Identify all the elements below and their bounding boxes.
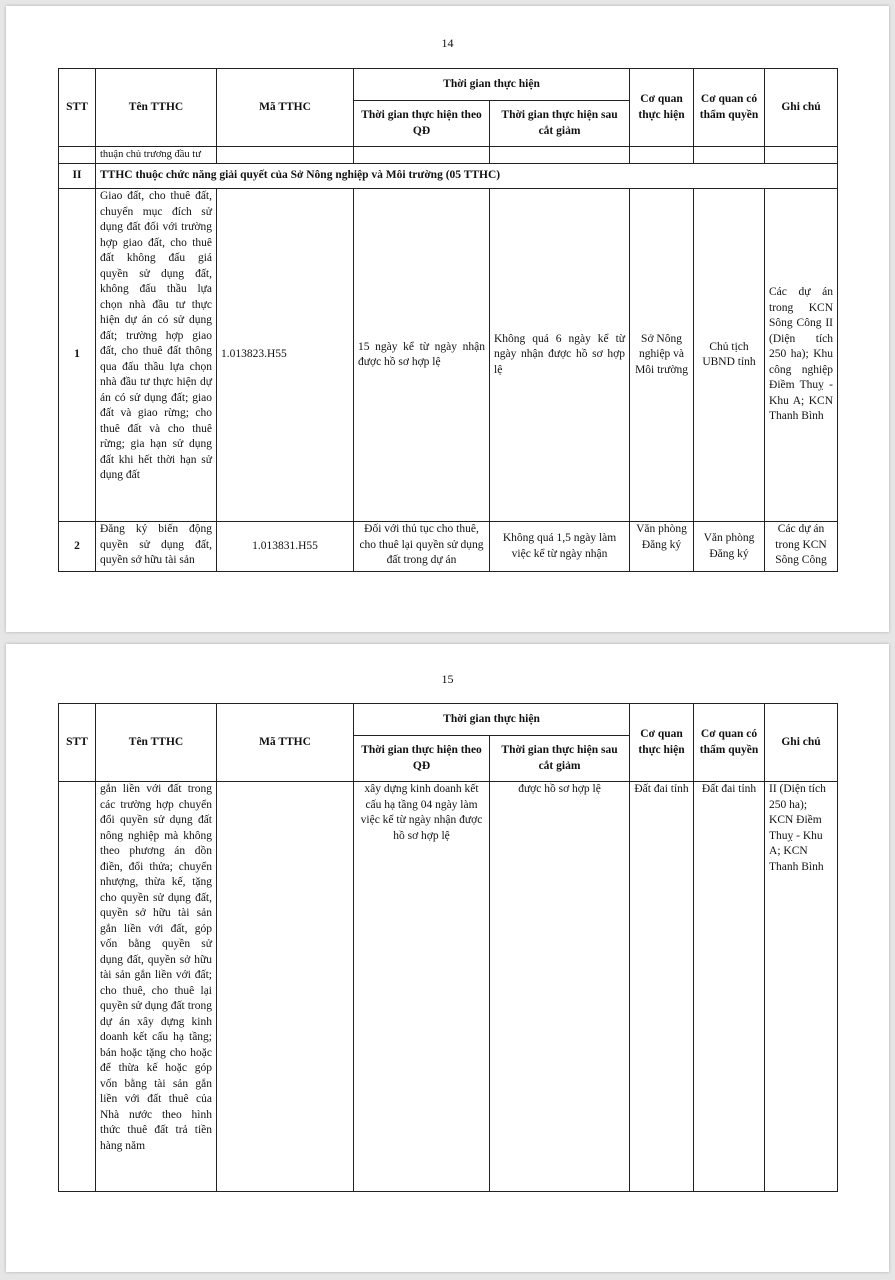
row-ten-tthc: gắn liền với đất trong các trường hợp chuyển đổi quyền sử dụng đất nông nghiệp mà không theo phương án dồn điền, đổi thửa; chuyển nhượng, thừa kế, tặng cho quyền sử dụng đất, quyền sở hữu tài sản gắn liền với đất, góp vốn bằng quyền sử dụng đất, quyền sở hữu tài sản gắn liền với đất; cho thuê, cho thuê lại quyền sử dụng đất trong dự án xây dựng kinh doanh kết cấu hạ tầng; bán hoặc tặng cho hoặc để thừa kế hoặc góp vốn bằng tài sản gắn liền với đất thuê của Nhà nước theo hình thức thuê đất trả tiền hàng năm	[96, 782, 217, 1192]
header-thoi-gian: Thời gian thực hiện	[354, 704, 630, 736]
row-ghi-chu: II (Diện tích 250 ha); KCN Điềm Thuỵ - Khu A; KCN Thanh Bình	[765, 782, 838, 1192]
row-theo-qd: Đối với thủ tục cho thuê, cho thuê lại quyền sử dụng đất trong dự án	[354, 522, 490, 572]
header-stt: STT	[59, 69, 96, 147]
document-page-14	[6, 6, 889, 632]
header-co-quan-tham-quyen: Cơ quan có thẩm quyền	[694, 69, 765, 147]
procedure-table	[58, 703, 838, 1192]
header-ghi-chu: Ghi chú	[765, 69, 838, 147]
row-ten-tthc: Giao đất, cho thuê đất, chuyển mục đích sử dụng đất đối với trường hợp giao đất, cho thuê đất không đấu giá quyền sử dụng đất, không đấu thầu lựa chọn nhà đầu tư thực hiện dự án có sử dụng đất; trường hợp giao đất, cho thuê đất thông qua đấu thầu lựa chọn nhà đầu tư thực hiện dự án có sử dụng đất; giao đất và giao rừng; cho thuê đất và cho thuê rừng; gia hạn sử dụng đất khi hết thời hạn sử dụng đất	[96, 189, 217, 522]
row-co-quan-tham-quyen: Chủ tịch UBND tỉnh	[694, 189, 765, 522]
row-stt: 1	[59, 189, 96, 522]
header-co-quan-thuc-hien: Cơ quan thực hiện	[630, 704, 694, 782]
row-ghi-chu: Các dự án trong KCN Sông Công	[765, 522, 838, 572]
header-sau-cat-giam: Thời gian thực hiện sau cắt giảm	[490, 101, 630, 147]
row-co-quan-thuc-hien: Sở Nông nghiệp và Môi trường	[630, 189, 694, 522]
row-stt: 2	[59, 522, 96, 572]
procedure-table	[58, 68, 838, 572]
row-co-quan-thuc-hien: Văn phòng Đăng ký	[630, 522, 694, 572]
row-co-quan-tham-quyen: Văn phòng Đăng ký	[694, 522, 765, 572]
header-co-quan-tham-quyen: Cơ quan có thẩm quyền	[694, 704, 765, 782]
row-co-quan-thuc-hien: Đất đai tỉnh	[630, 782, 694, 1192]
row-co-quan-tham-quyen: Đất đai tỉnh	[694, 782, 765, 1192]
header-theo-qd: Thời gian thực hiện theo QĐ	[354, 101, 490, 147]
document-page-15	[6, 644, 889, 1272]
row-theo-qd: 15 ngày kể từ ngày nhận được hồ sơ hợp lệ	[354, 189, 490, 522]
header-stt: STT	[59, 704, 96, 782]
header-theo-qd: Thời gian thực hiện theo QĐ	[354, 736, 490, 782]
page-number: 14	[441, 36, 454, 50]
section-title: TTHC thuộc chức năng giải quyết của Sở Nông nghiệp và Môi trường (05 TTHC)	[96, 164, 838, 189]
header-ma-tthc: Mã TTHC	[217, 69, 354, 147]
header-thoi-gian: Thời gian thực hiện	[354, 69, 630, 101]
header-ten-tthc: Tên TTHC	[96, 69, 217, 147]
page-number: 15	[441, 672, 454, 686]
section-id: II	[59, 164, 96, 189]
row-theo-qd: xây dựng kinh doanh kết cấu hạ tầng 04 ngày làm việc kể từ ngày nhận được hồ sơ hợp lệ	[354, 782, 490, 1192]
row-ma-tthc: 1.013831.H55	[217, 522, 354, 572]
row-sau-cat-giam: Không quá 6 ngày kể từ ngày nhận được hồ sơ hợp lệ	[490, 189, 630, 522]
row-sau-cat-giam: Không quá 1,5 ngày làm việc kể từ ngày nhận	[490, 522, 630, 572]
row-sau-cat-giam: được hồ sơ hợp lệ	[490, 782, 630, 1192]
header-ma-tthc: Mã TTHC	[217, 704, 354, 782]
row-ma-tthc: 1.013823.H55	[217, 189, 354, 522]
header-ten-tthc: Tên TTHC	[96, 704, 217, 782]
carry-over-text: thuận chủ trương đầu tư	[96, 147, 217, 164]
header-co-quan-thuc-hien: Cơ quan thực hiện	[630, 69, 694, 147]
header-sau-cat-giam: Thời gian thực hiện sau cắt giảm	[490, 736, 630, 782]
row-ghi-chu: Các dự án trong KCN Sông Công II (Diện tích 250 ha); Khu công nghiệp Điềm Thuỵ - Khu A; KCN Thanh Bình	[765, 189, 838, 522]
row-ten-tthc: Đăng ký biến động quyền sử dụng đất, quyền sở hữu tài sản	[96, 522, 217, 572]
header-ghi-chu: Ghi chú	[765, 704, 838, 782]
